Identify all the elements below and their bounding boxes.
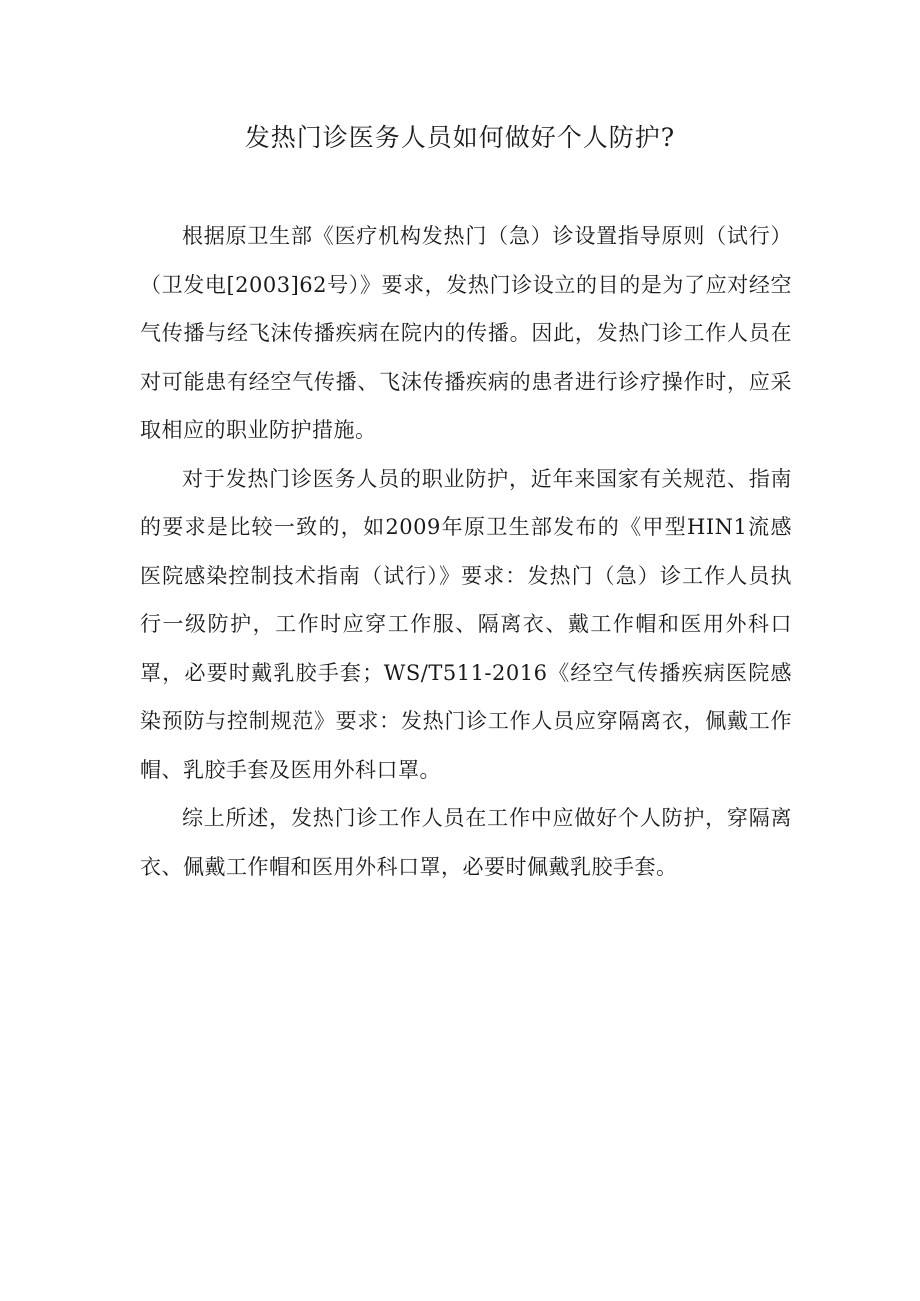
document-title: 发热门诊医务人员如何做好个人防护?	[244, 123, 676, 152]
paragraph-conclusion: 综上所述，发热门诊工作人员在工作中应做好个人防护，穿隔离衣、佩戴工作帽和医用外科口罩，必要时佩戴乳胶手套。	[140, 806, 792, 879]
document-body	[140, 212, 792, 891]
paragraph-requirements: 对于发热门诊医务人员的职业防护，近年来国家有关规范、指南的要求是比较一致的，如2009年原卫生部发布的《甲型HIN1流感医院感染控制技术指南（试行）》要求：发热门（急）诊工作人员执行一级防护，工作时应穿工作服、隔离衣、戴工作帽和医用外科口罩，必要时戴乳胶手套；WS/T511-2016《经空气传播疾病医院感染预防与控制规范》要求：发热门诊工作人员应穿隔离衣，佩戴工作帽、乳胶手套及医用外科口罩。	[140, 466, 792, 782]
paragraph-background: 根据原卫生部《医疗机构发热门（急）诊设置指导原则（试行）（卫发电[2003]62号）》要求，发热门诊设立的目的是为了应对经空气传播与经飞沫传播疾病在院内的传播。因此，发热门诊工作人员在对可能患有经空气传播、飞沫传播疾病的患者进行诊疗操作时，应采取相应的职业防护措施。	[140, 224, 792, 442]
